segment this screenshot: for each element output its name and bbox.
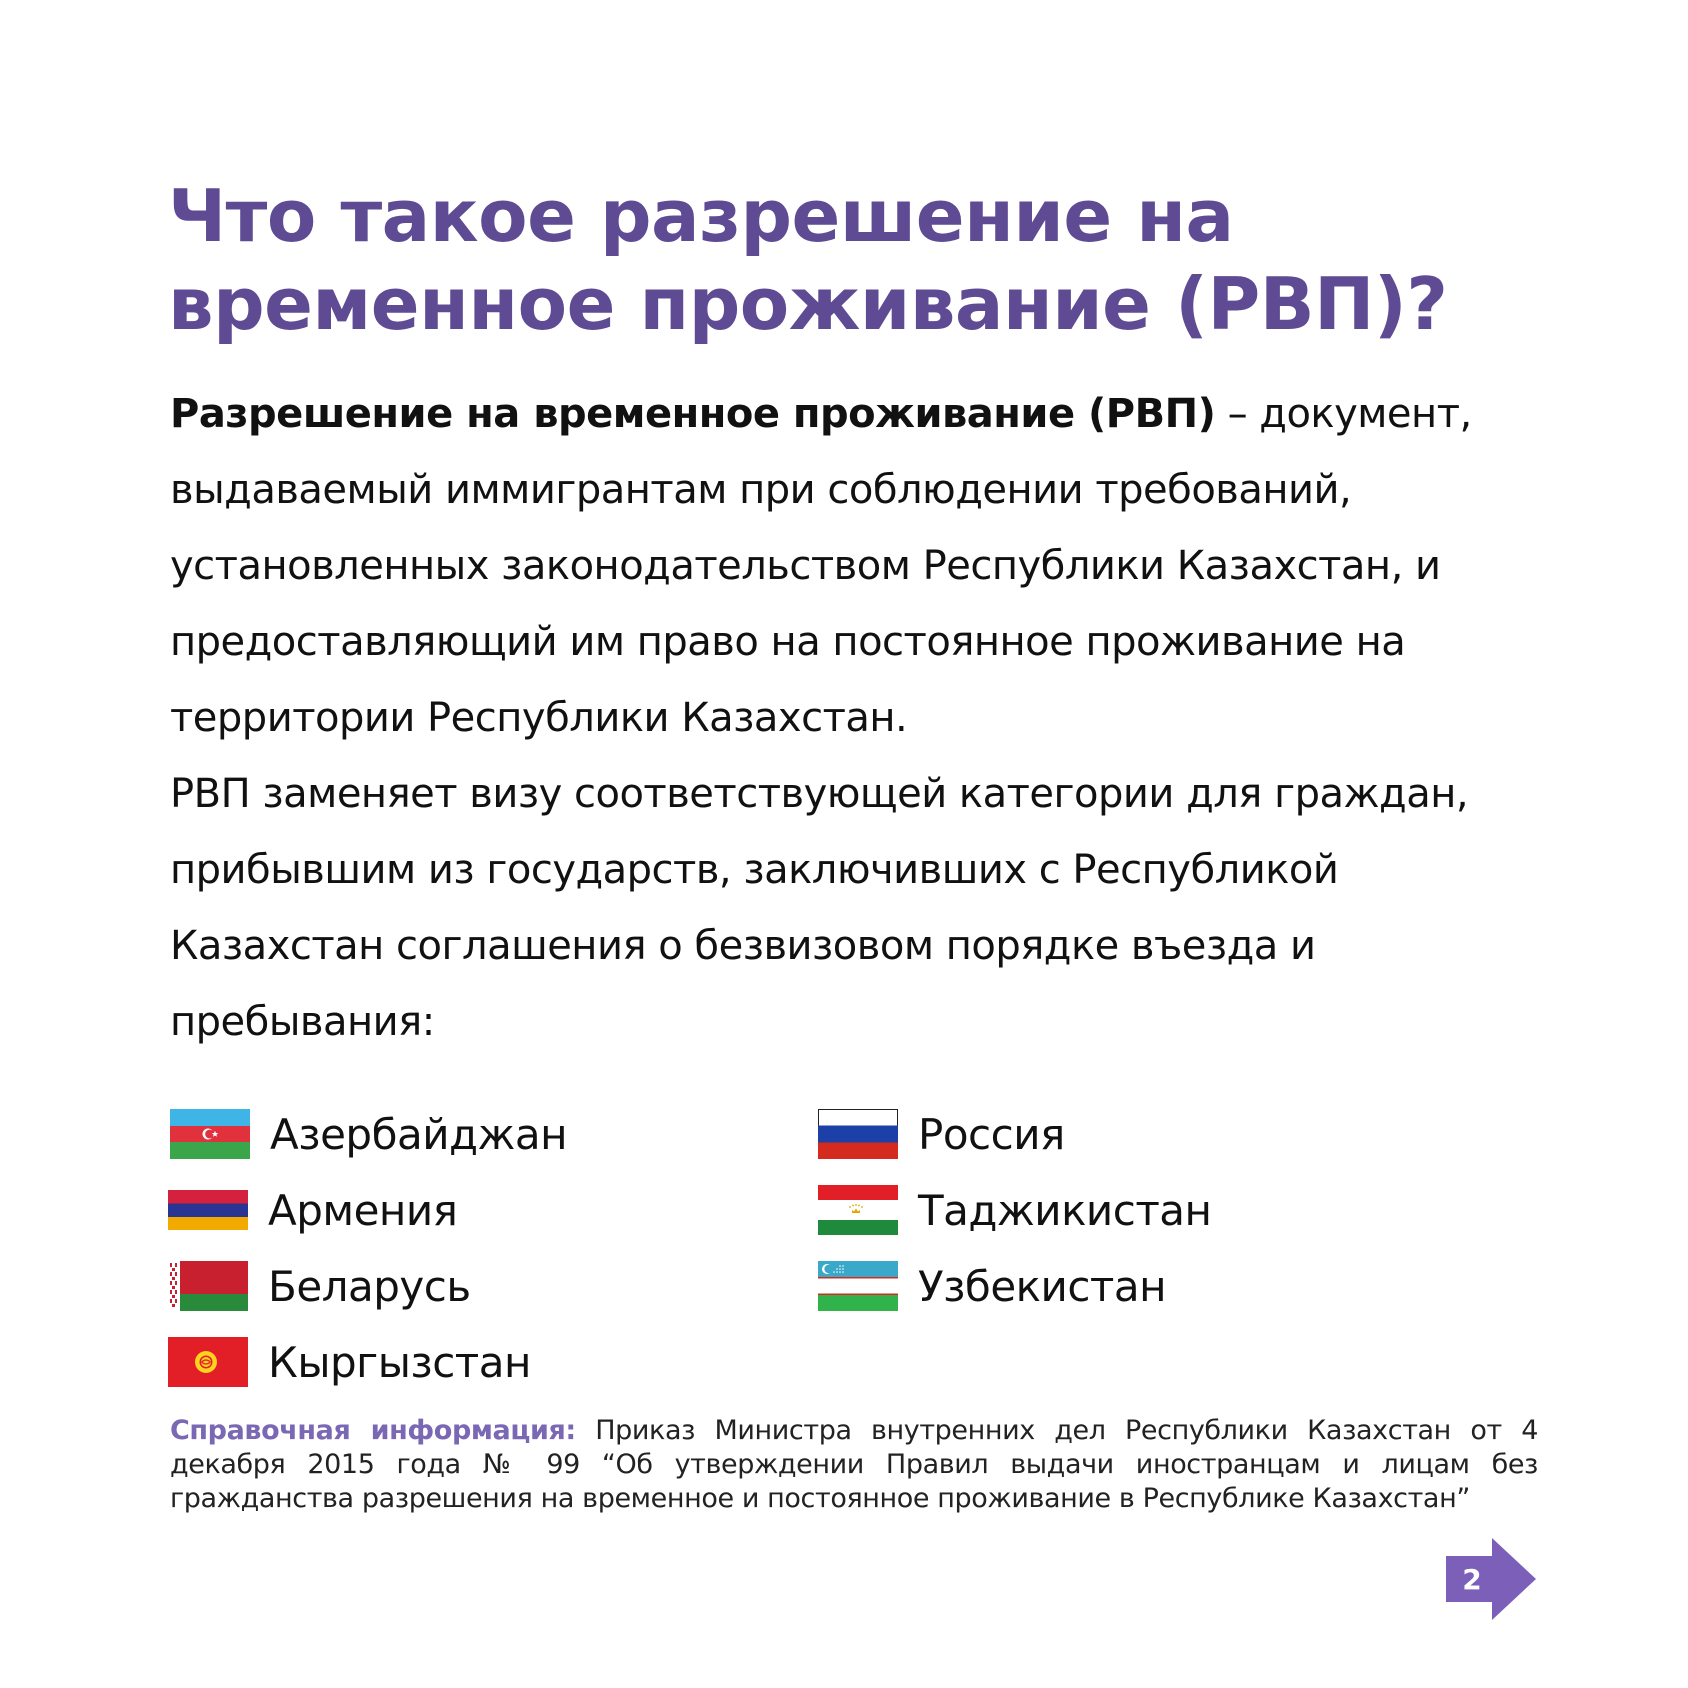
kyrgyzstan-flag-icon — [168, 1337, 248, 1387]
country-name: Россия — [918, 1109, 1065, 1159]
definition-line-1 — [170, 376, 1530, 452]
bold-term: Разрешение на временное проживание (РВП) — [170, 391, 1216, 437]
title-line-1: Что такое разрешение на — [168, 174, 1234, 258]
reference-note — [170, 1414, 1538, 1516]
country-name: Таджикистан — [918, 1185, 1212, 1235]
definition-line-7: прибывшим из государств, заключивших с Республикой — [170, 847, 1339, 893]
page-number: 2 — [1462, 1562, 1482, 1596]
title-line-2: временное проживание (РВП)? — [168, 262, 1448, 346]
reference-text: Приказ Министра внутренних дел Республики Казахстан от 4 декабря 2015 года № 99 “Об утверждении Правил выдачи иностранцам и лицам без гражданства разрешения на временное и постоянное проживание в Республике Казахстан” — [170, 1415, 1538, 1514]
country-name: Азербайджан — [270, 1109, 568, 1159]
uzbekistan-flag-icon — [818, 1261, 898, 1311]
tajikistan-flag-icon — [818, 1185, 898, 1235]
country-name: Армения — [268, 1185, 458, 1235]
definition-line-2: выдаваемый иммигрантам при соблюдении требований, — [170, 467, 1352, 513]
russia-flag-icon — [818, 1109, 898, 1159]
page-title — [168, 172, 1528, 348]
belarus-flag-icon — [168, 1261, 248, 1311]
definition-line-1-rest: – документ, — [1215, 391, 1472, 437]
country-item-belarus — [168, 1256, 471, 1316]
country-item-armenia — [168, 1180, 457, 1240]
definition-line-8: Казахстан соглашения о безвизовом порядке въезда и — [170, 923, 1316, 969]
country-name: Узбекистан — [918, 1261, 1167, 1311]
definition-line-9: пребывания: — [170, 999, 435, 1045]
country-item-uzbekistan — [818, 1256, 1166, 1316]
country-item-russia — [818, 1104, 1065, 1164]
country-item-tajikistan — [818, 1180, 1211, 1240]
definition-line-5: территории Республики Казахстан. — [170, 695, 908, 741]
country-name: Беларусь — [268, 1261, 471, 1311]
definition-line-3: установленных законодательством Республики Казахстан, и — [170, 543, 1441, 589]
reference-label: Справочная информация: — [170, 1415, 576, 1446]
country-item-kyrgyzstan — [168, 1332, 531, 1392]
definition-line-4: предоставляющий им право на постоянное проживание на — [170, 619, 1406, 665]
definition-line-6: РВП заменяет визу соответствующей категории для граждан, — [170, 771, 1469, 817]
country-item-azerbaijan — [170, 1104, 567, 1164]
definition-text — [170, 376, 1530, 1060]
azerbaijan-flag-icon — [170, 1109, 250, 1159]
country-name: Кыргызстан — [268, 1337, 531, 1387]
armenia-flag-icon — [168, 1190, 248, 1230]
